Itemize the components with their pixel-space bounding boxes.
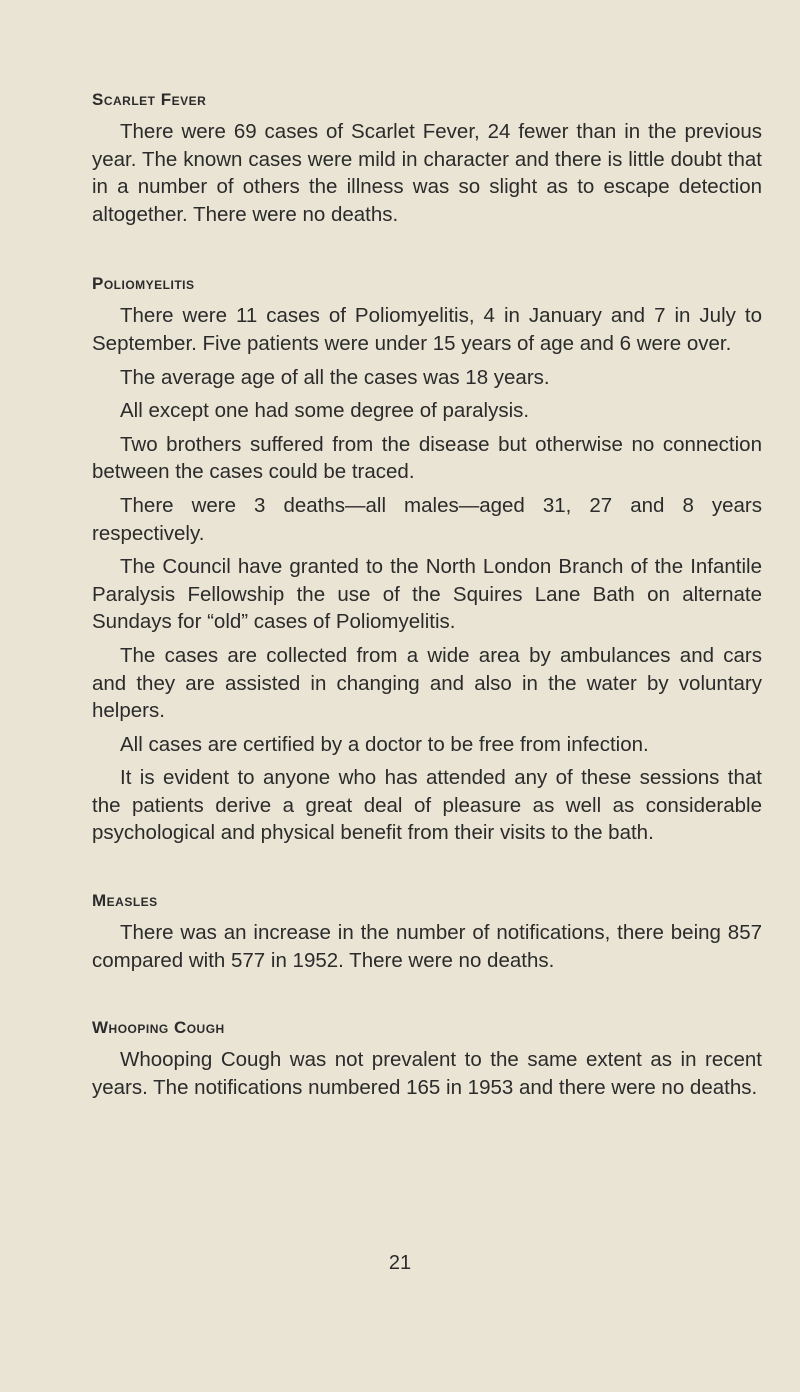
paragraph: There were 11 cases of Poliomyelitis, 4 in January and 7 in July to September. Five patients were under 15 years of age and 6 were over.: [92, 304, 762, 355]
section-measles: [92, 889, 762, 974]
section-scarlet-fever: [92, 88, 762, 228]
paragraph: Two brothers suffered from the disease but otherwise no connection between the cases could be traced.: [92, 432, 762, 484]
section-heading: Whooping Cough: [92, 1018, 225, 1038]
page-number: 21: [388, 1252, 412, 1274]
document-page: [92, 88, 762, 1107]
section-poliomyelitis: [92, 272, 762, 847]
paragraph: It is evident to anyone who has attended any of these sessions that the patients derive a great deal of pleasure as well as considerable psychological and physical benefit from their visits to the bath.: [92, 766, 762, 845]
paragraph: The Council have granted to the North London Branch of the Infantile Paralysis Fellowship the use of the Squires Lane Bath on alternate Sundays for “old” cases of Poliomyelitis.: [92, 555, 762, 634]
paragraph: There was an increase in the number of notifications, there being 857 compared with 577 in 1952. There were no deaths.: [92, 921, 762, 972]
section-heading: Measles: [92, 891, 158, 911]
paragraph: There were 3 deaths—all males—aged 31, 27 and 8 years respectively.: [92, 493, 762, 545]
paragraph: Whooping Cough was not prevalent to the same extent as in recent years. The notifications numbered 165 in 1953 and there were no deaths.: [92, 1048, 762, 1099]
section-heading: Scarlet Fever: [92, 90, 207, 109]
paragraph: There were 69 cases of Scarlet Fever, 24 fewer than in the previous year. The known cases were mild in character and there is little doubt that in a number of others the illness was so slight as to escape detection altogether. There were no deaths.: [92, 120, 762, 226]
paragraph: All cases are certified by a doctor to be free from infection.: [120, 732, 649, 756]
section-whooping-cough: [92, 1016, 762, 1101]
paragraph: The cases are collected from a wide area by ambulances and cars and they are assisted in changing and also in the water by voluntary helpers.: [92, 643, 762, 723]
paragraph: The average age of all the cases was 18 years.: [120, 365, 550, 389]
paragraph: All except one had some degree of paralysis.: [120, 399, 530, 423]
section-heading: Poliomyelitis: [92, 274, 195, 294]
